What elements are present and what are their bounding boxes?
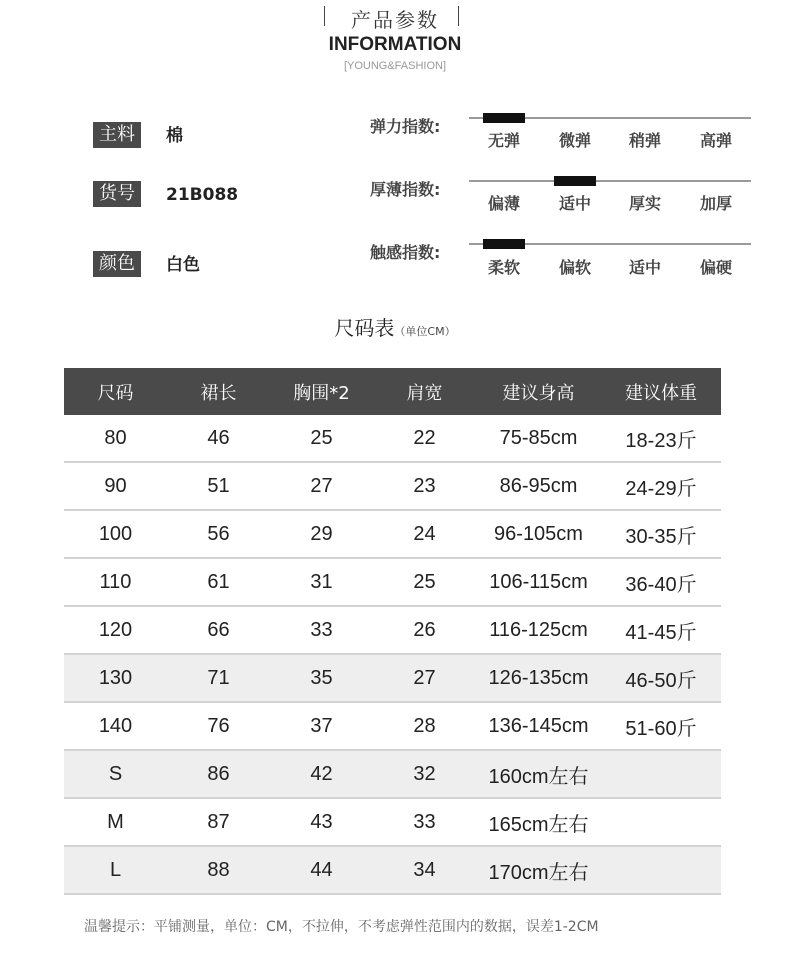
- index-option: 适中: [558, 194, 591, 213]
- table-cell: 120: [64, 606, 167, 654]
- size-table-unit: （单位CM）: [394, 325, 456, 338]
- index-option: 偏软: [558, 258, 591, 277]
- table-cell: 100: [64, 510, 167, 558]
- table-row: [64, 798, 721, 846]
- table-cell: [601, 750, 721, 798]
- table-cell: 44: [270, 846, 373, 894]
- table-header-row: [64, 368, 721, 415]
- index-option: 厚实: [628, 194, 661, 213]
- table-cell: 28: [373, 702, 476, 750]
- table-row: [64, 702, 721, 750]
- index-option: 偏薄: [487, 194, 520, 213]
- size-table: [64, 368, 721, 895]
- attr-label-color: 颜色: [93, 251, 141, 277]
- table-cell: 43: [270, 798, 373, 846]
- table-cell: 30-35斤: [601, 510, 721, 558]
- table-cell: 66: [167, 606, 270, 654]
- table-cell: 136-145cm: [476, 702, 601, 750]
- table-row: [64, 654, 721, 702]
- table-cell: 25: [270, 415, 373, 462]
- table-cell: 130: [64, 654, 167, 702]
- index-option: 高弹: [699, 131, 732, 150]
- table-cell: 61: [167, 558, 270, 606]
- table-row: [64, 558, 721, 606]
- attr-value-color: 白色: [166, 255, 200, 275]
- table-cell: 140: [64, 702, 167, 750]
- attr-value-material: 棉: [166, 126, 183, 146]
- table-cell: 31: [270, 558, 373, 606]
- table-cell: 41-45斤: [601, 606, 721, 654]
- index-option: 柔软: [487, 258, 520, 277]
- index-option: 适中: [628, 258, 661, 277]
- table-header-cell: 裙长: [167, 368, 270, 415]
- index-title: 弹力指数:: [370, 117, 441, 136]
- table-row: [64, 846, 721, 894]
- table-cell: 27: [270, 462, 373, 510]
- table-cell: 35: [270, 654, 373, 702]
- table-cell: [601, 798, 721, 846]
- table-cell: 86-95cm: [476, 462, 601, 510]
- attr-label-material: 主料: [93, 122, 141, 148]
- table-cell: 126-135cm: [476, 654, 601, 702]
- table-cell: 56: [167, 510, 270, 558]
- table-header-cell: 胸围*2: [270, 368, 373, 415]
- index-marker: [483, 239, 525, 249]
- table-cell: 29: [270, 510, 373, 558]
- table-row: [64, 415, 721, 462]
- table-row: [64, 750, 721, 798]
- index-title: 厚薄指数:: [370, 180, 441, 199]
- table-cell: 75-85cm: [476, 415, 601, 462]
- table-cell: 76: [167, 702, 270, 750]
- page-subtitle: [YOUNG&FASHION]: [343, 60, 447, 72]
- page-title: 产品参数: [351, 8, 439, 32]
- table-cell: 116-125cm: [476, 606, 601, 654]
- index-scale-line: [469, 180, 751, 182]
- table-cell: 87: [167, 798, 270, 846]
- table-cell: 36-40斤: [601, 558, 721, 606]
- table-cell: 106-115cm: [476, 558, 601, 606]
- table-cell: 32: [373, 750, 476, 798]
- table-header-cell: 尺码: [64, 368, 167, 415]
- size-table-title: 尺码表: [334, 316, 395, 340]
- index-marker: [554, 176, 596, 186]
- table-cell: 165cm左右: [476, 798, 601, 846]
- table-cell: 18-23斤: [601, 415, 721, 462]
- table-cell: 88: [167, 846, 270, 894]
- size-table-caption: [0, 312, 790, 341]
- index-marker: [483, 113, 525, 123]
- table-cell: 51: [167, 462, 270, 510]
- table-header-cell: 建议身高: [476, 368, 601, 415]
- table-cell: 25: [373, 558, 476, 606]
- table-row: [64, 510, 721, 558]
- table-cell: 27: [373, 654, 476, 702]
- table-row: [64, 462, 721, 510]
- table-cell: 37: [270, 702, 373, 750]
- index-option: 微弹: [558, 131, 591, 150]
- measurement-note: 温馨提示：平铺测量，单位：CM，不拉伸，不考虑弹性范围内的数据，误差1-2CM: [84, 919, 599, 935]
- table-cell: 46-50斤: [601, 654, 721, 702]
- table-cell: 86: [167, 750, 270, 798]
- table-cell: 51-60斤: [601, 702, 721, 750]
- table-cell: 90: [64, 462, 167, 510]
- index-option: 加厚: [699, 194, 732, 213]
- attr-value-item-no: 21B088: [166, 185, 239, 205]
- table-cell: 170cm左右: [476, 846, 601, 894]
- table-cell: 34: [373, 846, 476, 894]
- table-cell: 24-29斤: [601, 462, 721, 510]
- index-option: 稍弹: [628, 131, 661, 150]
- index-title: 触感指数:: [370, 243, 441, 262]
- index-option: 无弹: [487, 131, 520, 150]
- table-cell: 96-105cm: [476, 510, 601, 558]
- table-cell: 22: [373, 415, 476, 462]
- page-title-en: INFORMATION: [328, 34, 462, 55]
- table-cell: [601, 846, 721, 894]
- table-cell: L: [64, 846, 167, 894]
- table-cell: 33: [270, 606, 373, 654]
- table-header-cell: 建议体重: [601, 368, 721, 415]
- table-header-cell: 肩宽: [373, 368, 476, 415]
- table-cell: 80: [64, 415, 167, 462]
- table-cell: 24: [373, 510, 476, 558]
- table-cell: 33: [373, 798, 476, 846]
- table-cell: S: [64, 750, 167, 798]
- table-cell: 42: [270, 750, 373, 798]
- table-cell: 71: [167, 654, 270, 702]
- table-row: [64, 606, 721, 654]
- table-cell: 46: [167, 415, 270, 462]
- attr-label-item-no: 货号: [93, 181, 141, 207]
- table-cell: 26: [373, 606, 476, 654]
- table-cell: 23: [373, 462, 476, 510]
- table-cell: M: [64, 798, 167, 846]
- table-cell: 160cm左右: [476, 750, 601, 798]
- table-cell: 110: [64, 558, 167, 606]
- index-option: 偏硬: [699, 258, 732, 277]
